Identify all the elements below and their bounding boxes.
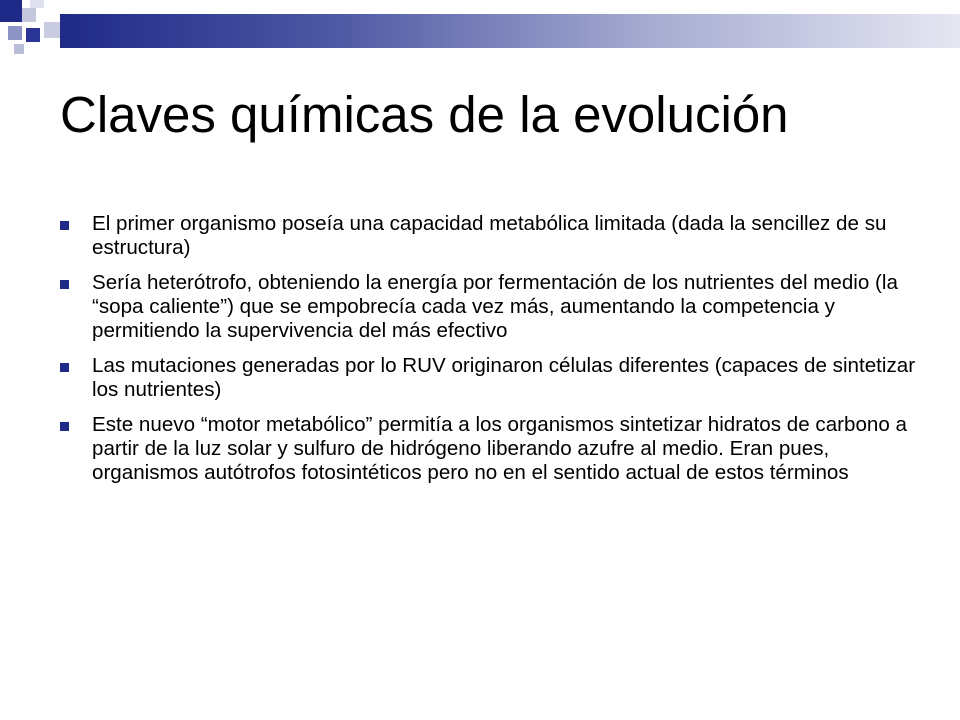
decor-square bbox=[22, 8, 36, 22]
square-bullet-icon bbox=[60, 280, 69, 289]
bullet-text: Las mutaciones generadas por lo RUV originaron células diferentes (capaces de sintetizar los nutrientes) bbox=[92, 354, 916, 401]
bullet-item bbox=[60, 413, 920, 485]
bullet-text: El primer organismo poseía una capacidad metabólica limitada (dada la sencillez de su estructura) bbox=[92, 212, 887, 259]
bullet-item bbox=[60, 212, 920, 260]
decor-square bbox=[30, 0, 44, 8]
bullet-item bbox=[60, 354, 920, 402]
decor-square bbox=[44, 22, 60, 38]
bullet-text: Este nuevo “motor metabólico” permitía a los organismos sintetizar hidratos de carbono a partir de la luz solar y sulfuro de hidrógeno liberando azufre al medio. Eran pues, organismos autótrofos fotosintéticos pero no en el sentido actual de estos términos bbox=[92, 413, 907, 484]
decor-square bbox=[8, 26, 22, 40]
bullet-item bbox=[60, 271, 920, 343]
bullet-text: Sería heterótrofo, obteniendo la energía por fermentación de los nutrientes del medio (la “sopa caliente”) que se empobrecía cada vez más, aumentando la competencia y permitiendo la supervivencia del más efectivo bbox=[92, 271, 898, 342]
square-bullet-icon bbox=[60, 221, 69, 230]
header-gradient-bar bbox=[60, 14, 960, 48]
square-bullet-icon bbox=[60, 363, 69, 372]
slide-title: Claves químicas de la evolución bbox=[60, 86, 789, 143]
decor-square bbox=[26, 28, 40, 42]
bullet-list bbox=[60, 212, 920, 496]
decor-square bbox=[14, 44, 24, 54]
decor-square bbox=[0, 0, 22, 22]
square-bullet-icon bbox=[60, 422, 69, 431]
